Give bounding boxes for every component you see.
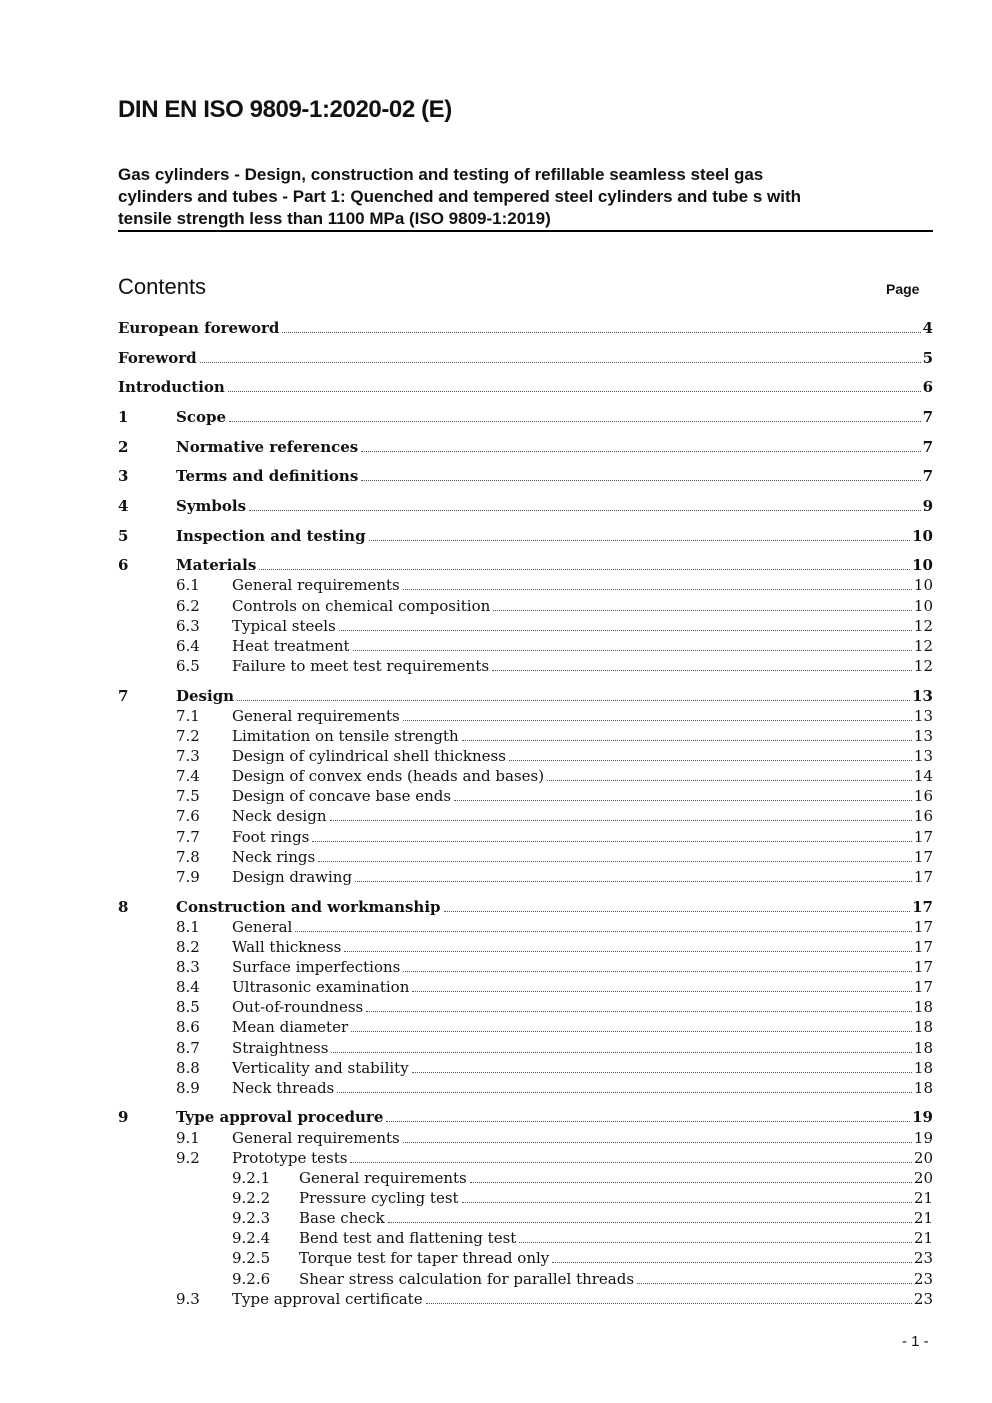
- toc-entry-title[interactable]: General requirements: [232, 1128, 400, 1147]
- toc-entry-page-number[interactable]: 18: [913, 1058, 933, 1077]
- toc-entry-page-number[interactable]: 19: [913, 1128, 933, 1147]
- toc-entry-title[interactable]: Prototype tests: [232, 1148, 348, 1167]
- toc-entry-title[interactable]: Design drawing: [232, 867, 353, 886]
- toc-entry-leader-line: [232, 997, 933, 1017]
- dot-leader: [351, 1031, 912, 1032]
- page-number: - 1 -: [902, 1333, 929, 1350]
- toc-entry-title[interactable]: Failure to meet test requirements: [232, 656, 490, 675]
- toc-entry-number: 1: [118, 408, 129, 427]
- toc-entry-title[interactable]: Typical steels: [232, 616, 336, 635]
- dot-leader: [361, 451, 920, 452]
- subtitle-line: cylinders and tubes - Part 1: Quenched and tempered steel cylinders and tube s with: [118, 187, 802, 206]
- toc-entry-leader-line: [176, 437, 933, 457]
- toc-entry-number: 8.7: [176, 1038, 200, 1057]
- toc-entry[interactable]: [118, 896, 933, 916]
- toc-entry-number: 8.4: [176, 978, 200, 997]
- toc-entry-number: 6.3: [176, 616, 200, 635]
- toc-entry[interactable]: [118, 525, 933, 545]
- toc-entry-title[interactable]: Heat treatment: [232, 636, 350, 655]
- toc-entry-number: 8.2: [176, 937, 200, 956]
- dot-leader: [249, 510, 921, 511]
- toc-entry-page-number[interactable]: 13: [913, 747, 933, 766]
- toc-entry[interactable]: [118, 595, 933, 615]
- toc-entry-page-number[interactable]: 10: [913, 596, 933, 615]
- dot-leader: [454, 800, 912, 801]
- toc-entry[interactable]: [118, 1268, 933, 1288]
- toc-entry-number: 9.1: [176, 1128, 200, 1147]
- toc-entry-leader-line: [232, 1289, 933, 1309]
- toc-entry-page-number[interactable]: 10: [912, 556, 933, 575]
- dot-leader: [403, 971, 912, 972]
- toc-entry[interactable]: [118, 555, 933, 575]
- toc-entry-number: 9: [118, 1108, 129, 1127]
- toc-entry-leader-line: [232, 706, 933, 726]
- toc-entry[interactable]: [118, 1107, 933, 1127]
- toc-entry-title[interactable]: General requirements: [232, 706, 400, 725]
- toc-entry-page-number[interactable]: 5: [922, 348, 933, 367]
- toc-entry-number: 6.1: [176, 576, 200, 595]
- dot-leader: [492, 670, 912, 671]
- table-of-contents: [118, 318, 933, 1309]
- dot-leader: [462, 740, 912, 741]
- toc-entry-page-number[interactable]: 17: [913, 917, 933, 936]
- toc-entry-number: 7.6: [176, 807, 200, 826]
- toc-entry-page-number[interactable]: 20: [913, 1148, 933, 1167]
- dot-leader: [295, 931, 912, 932]
- toc-entry-page-number[interactable]: 10: [913, 576, 933, 595]
- toc-entry-title[interactable]: Mean diameter: [232, 1018, 349, 1037]
- toc-entry-page-number[interactable]: 7: [922, 437, 933, 456]
- toc-entry-leader-line: [299, 1188, 933, 1208]
- toc-entry-title[interactable]: Design of concave base ends: [232, 787, 452, 806]
- dot-leader: [462, 1202, 912, 1203]
- dot-leader: [637, 1283, 912, 1284]
- subtitle-line: Gas cylinders - Design, construction and testing of refillable seamless steel gas: [118, 165, 764, 184]
- dot-leader: [509, 760, 912, 761]
- toc-entry-page-number[interactable]: 17: [913, 957, 933, 976]
- toc-entry-leader-line: [232, 786, 933, 806]
- dot-leader: [259, 569, 910, 570]
- toc-entry-page-number[interactable]: 12: [913, 616, 933, 635]
- toc-entry-page-number[interactable]: 10: [912, 526, 933, 545]
- dot-leader: [369, 540, 911, 541]
- dot-leader: [403, 720, 912, 721]
- toc-entry-number: 7.3: [176, 747, 200, 766]
- toc-entry[interactable]: [118, 437, 933, 457]
- toc-entry-leader-line: [232, 1017, 933, 1037]
- toc-entry[interactable]: [118, 1148, 933, 1168]
- toc-entry-page-number[interactable]: 21: [913, 1229, 933, 1248]
- toc-entry[interactable]: [118, 377, 933, 397]
- dot-leader: [337, 1092, 912, 1093]
- toc-entry-page-number[interactable]: 16: [913, 787, 933, 806]
- toc-entry-leader-line: [232, 1038, 933, 1058]
- dot-leader: [386, 1121, 910, 1122]
- toc-entry-number: 9.2.5: [232, 1249, 271, 1268]
- toc-entry-number: 9.2.3: [232, 1209, 271, 1228]
- toc-entry-page-number[interactable]: 13: [913, 726, 933, 745]
- toc-entry-leader-line: [176, 466, 933, 486]
- toc-entry-leader-line: [176, 407, 933, 427]
- toc-entry[interactable]: [118, 616, 933, 636]
- toc-entry[interactable]: [118, 1188, 933, 1208]
- toc-entry[interactable]: [118, 726, 933, 746]
- dot-leader: [403, 589, 912, 590]
- toc-entry[interactable]: [118, 766, 933, 786]
- toc-entry-leader-line: [232, 806, 933, 826]
- toc-entry-title[interactable]: Design: [176, 686, 235, 705]
- toc-entry[interactable]: [118, 318, 933, 338]
- toc-entry[interactable]: [118, 826, 933, 846]
- toc-entry[interactable]: [118, 1289, 933, 1309]
- contents-heading: Contents: [118, 274, 207, 299]
- toc-entry-number: 7: [118, 686, 129, 705]
- toc-entry-page-number[interactable]: 23: [913, 1249, 933, 1268]
- toc-entry-title[interactable]: Neck rings: [232, 847, 316, 866]
- toc-entry-title[interactable]: Neck design: [232, 807, 327, 826]
- dot-leader: [412, 991, 912, 992]
- toc-entry-title[interactable]: Symbols: [176, 496, 247, 515]
- dot-leader: [493, 610, 912, 611]
- toc-entry-title[interactable]: Straightness: [232, 1038, 329, 1057]
- toc-entry-number: 5: [118, 526, 129, 545]
- toc-entry[interactable]: [118, 466, 933, 486]
- toc-entry-title[interactable]: Introduction: [118, 378, 225, 397]
- dot-leader: [318, 861, 912, 862]
- toc-entry[interactable]: [118, 917, 933, 937]
- toc-entry-page-number[interactable]: 23: [913, 1269, 933, 1288]
- toc-entry-number: 6.5: [176, 656, 200, 675]
- toc-entry-leader-line: [232, 746, 933, 766]
- toc-entry-page-number[interactable]: 14: [913, 767, 933, 786]
- subtitle-line: tensile strength less than 1100 MPa (ISO 9809-1:2019): [118, 209, 551, 228]
- toc-entry[interactable]: [118, 1058, 933, 1078]
- toc-entry-title[interactable]: Type approval procedure: [176, 1108, 384, 1127]
- toc-entry-number: 8.1: [176, 917, 200, 936]
- toc-entry-page-number[interactable]: 13: [913, 706, 933, 725]
- toc-entry-number: 7.2: [176, 726, 200, 745]
- toc-entry-leader-line: [232, 1078, 933, 1098]
- toc-entry[interactable]: [118, 1168, 933, 1188]
- toc-entry-number: 7.4: [176, 767, 200, 786]
- dot-leader: [412, 1072, 912, 1073]
- toc-entry[interactable]: [118, 997, 933, 1017]
- toc-entry-leader-line: [176, 526, 933, 546]
- toc-entry-leader-line: [118, 348, 933, 368]
- toc-entry[interactable]: [118, 348, 933, 368]
- toc-entry[interactable]: [118, 575, 933, 595]
- toc-entry-number: 9.3: [176, 1289, 200, 1308]
- toc-entry-number: 9.2.1: [232, 1168, 271, 1187]
- dot-leader: [444, 911, 911, 912]
- toc-entry-title[interactable]: Design of cylindrical shell thickness: [232, 747, 506, 766]
- toc-entry-title[interactable]: Materials: [176, 556, 257, 575]
- document-subtitle: [118, 164, 933, 232]
- toc-entry-page-number[interactable]: 7: [922, 467, 933, 486]
- dot-leader: [229, 421, 921, 422]
- toc-entry-leader-line: [232, 977, 933, 997]
- toc-entry-leader-line: [118, 377, 933, 397]
- toc-entry-title[interactable]: Bend test and flattening test: [299, 1229, 517, 1248]
- toc-entry-title[interactable]: General requirements: [299, 1168, 467, 1187]
- toc-entry-leader-line: [232, 766, 933, 786]
- toc-entry-number: 8.3: [176, 957, 200, 976]
- toc-entry-number: 8.8: [176, 1058, 200, 1077]
- toc-entry-page-number[interactable]: 16: [913, 807, 933, 826]
- dot-leader: [361, 480, 920, 481]
- dot-leader: [330, 820, 912, 821]
- toc-entry[interactable]: [118, 977, 933, 997]
- dot-leader: [547, 780, 912, 781]
- toc-entry-page-number[interactable]: 9: [922, 496, 933, 515]
- toc-entry-page-number[interactable]: 18: [913, 1018, 933, 1037]
- dot-leader: [403, 1142, 912, 1143]
- toc-entry-page-number[interactable]: 12: [913, 656, 933, 675]
- toc-entry-leader-line: [299, 1228, 933, 1248]
- toc-entry-number: 8.6: [176, 1018, 200, 1037]
- toc-entry[interactable]: [118, 1127, 933, 1147]
- toc-entry-page-number[interactable]: 13: [912, 686, 933, 705]
- toc-entry-leader-line: [232, 937, 933, 957]
- toc-entry[interactable]: [118, 1248, 933, 1268]
- toc-entry-number: 9.2.2: [232, 1188, 271, 1207]
- toc-entry-page-number[interactable]: 17: [913, 937, 933, 956]
- dot-leader: [388, 1222, 912, 1223]
- toc-entry-number: 7.5: [176, 787, 200, 806]
- toc-entry[interactable]: [118, 1078, 933, 1098]
- toc-entry-leader-line: [299, 1269, 933, 1289]
- dot-leader: [470, 1182, 912, 1183]
- toc-entry-title[interactable]: European foreword: [118, 319, 280, 338]
- toc-entry[interactable]: [118, 847, 933, 867]
- toc-entry-title[interactable]: General: [232, 917, 293, 936]
- dot-leader: [344, 951, 912, 952]
- toc-entry-title[interactable]: Neck threads: [232, 1078, 335, 1097]
- toc-entry-number: 4: [118, 496, 129, 515]
- toc-entry-leader-line: [232, 827, 933, 847]
- toc-entry-title[interactable]: Base check: [299, 1209, 385, 1228]
- toc-entry-title[interactable]: Ultrasonic examination: [232, 978, 410, 997]
- toc-entry[interactable]: [118, 1017, 933, 1037]
- toc-entry-leader-line: [232, 847, 933, 867]
- toc-entry[interactable]: [118, 746, 933, 766]
- toc-entry-page-number[interactable]: 4: [922, 319, 933, 338]
- toc-entry[interactable]: [118, 937, 933, 957]
- toc-entry[interactable]: [118, 636, 933, 656]
- toc-entry[interactable]: [118, 867, 933, 887]
- toc-entry-title[interactable]: Out-of-roundness: [232, 998, 364, 1017]
- toc-entry-page-number[interactable]: 20: [913, 1168, 933, 1187]
- toc-entry-title[interactable]: Torque test for taper thread only: [299, 1249, 550, 1268]
- toc-entry[interactable]: [118, 1208, 933, 1228]
- document-title: DIN EN ISO 9809-1:2020-02 (E): [118, 96, 452, 123]
- toc-entry[interactable]: [118, 407, 933, 427]
- toc-entry-title[interactable]: Limitation on tensile strength: [232, 726, 459, 745]
- toc-entry-number: 2: [118, 437, 129, 456]
- toc-entry-leader-line: [232, 596, 933, 616]
- toc-entry-number: 8: [118, 897, 129, 916]
- toc-entry-title[interactable]: General requirements: [232, 576, 400, 595]
- toc-entry-page-number[interactable]: 17: [912, 897, 933, 916]
- toc-entry[interactable]: [118, 1037, 933, 1057]
- toc-entry-title[interactable]: Pressure cycling test: [299, 1188, 459, 1207]
- toc-entry-leader-line: [232, 575, 933, 595]
- toc-entry-title[interactable]: Type approval certificate: [232, 1289, 423, 1308]
- dot-leader: [353, 650, 912, 651]
- toc-entry[interactable]: [118, 957, 933, 977]
- toc-entry-page-number[interactable]: 21: [913, 1188, 933, 1207]
- toc-entry-title[interactable]: Foreword: [118, 348, 197, 367]
- dot-leader: [228, 391, 921, 392]
- toc-entry-number: 8.5: [176, 998, 200, 1017]
- toc-entry-leader-line: [232, 867, 933, 887]
- toc-entry-leader-line: [232, 636, 933, 656]
- toc-entry-page-number[interactable]: 7: [922, 408, 933, 427]
- toc-entry-leader-line: [299, 1248, 933, 1268]
- dot-leader: [552, 1262, 912, 1263]
- toc-entry-page-number[interactable]: 17: [913, 867, 933, 886]
- dot-leader: [519, 1242, 912, 1243]
- dot-leader: [355, 881, 912, 882]
- toc-entry-page-number[interactable]: 23: [913, 1289, 933, 1308]
- toc-entry-page-number[interactable]: 12: [913, 636, 933, 655]
- toc-entry-leader-line: [232, 656, 933, 676]
- toc-entry-leader-line: [176, 1107, 933, 1127]
- toc-entry-leader-line: [232, 1128, 933, 1148]
- toc-entry-title[interactable]: Normative references: [176, 437, 359, 456]
- toc-entry-page-number[interactable]: 18: [913, 1078, 933, 1097]
- toc-entry-number: 8.9: [176, 1078, 200, 1097]
- toc-entry-leader-line: [232, 957, 933, 977]
- toc-entry-title[interactable]: Design of convex ends (heads and bases): [232, 767, 545, 786]
- toc-entry-number: 6.4: [176, 636, 200, 655]
- toc-entry-title[interactable]: Wall thickness: [232, 937, 342, 956]
- dot-leader: [331, 1052, 911, 1053]
- toc-entry-title[interactable]: Surface imperfections: [232, 957, 401, 976]
- toc-entry-leader-line: [232, 726, 933, 746]
- dot-leader: [339, 630, 912, 631]
- dot-leader: [312, 841, 912, 842]
- toc-entry-page-number[interactable]: 19: [912, 1108, 933, 1127]
- toc-entry[interactable]: [118, 1228, 933, 1248]
- toc-entry-leader-line: [176, 897, 933, 917]
- toc-entry-title[interactable]: Terms and definitions: [176, 467, 359, 486]
- toc-entry-leader-line: [299, 1208, 933, 1228]
- toc-entry-title[interactable]: Construction and workmanship: [176, 897, 441, 916]
- toc-entry-number: 9.2: [176, 1148, 200, 1167]
- toc-entry-leader-line: [232, 616, 933, 636]
- toc-entry-number: 3: [118, 467, 129, 486]
- toc-entry-number: 6: [118, 556, 129, 575]
- toc-entry-number: 7.8: [176, 847, 200, 866]
- toc-entry-number: 9.2.4: [232, 1229, 271, 1248]
- toc-entry-leader-line: [232, 1148, 933, 1168]
- toc-entry-number: 6.2: [176, 596, 200, 615]
- dot-leader: [350, 1162, 911, 1163]
- toc-entry-number: 9.2.6: [232, 1269, 271, 1288]
- toc-entry-leader-line: [118, 318, 933, 338]
- toc-entry[interactable]: [118, 806, 933, 826]
- toc-entry[interactable]: [118, 496, 933, 516]
- toc-entry[interactable]: [118, 706, 933, 726]
- dot-leader: [237, 700, 910, 701]
- toc-entry[interactable]: [118, 786, 933, 806]
- toc-entry-title[interactable]: Inspection and testing: [176, 526, 366, 545]
- toc-entry-page-number[interactable]: 6: [922, 378, 933, 397]
- toc-entry-page-number[interactable]: 18: [913, 1038, 933, 1057]
- toc-entry-title[interactable]: Shear stress calculation for parallel threads: [299, 1269, 635, 1288]
- toc-entry[interactable]: [118, 685, 933, 705]
- toc-entry-page-number[interactable]: 21: [913, 1209, 933, 1228]
- toc-entry-leader-line: [176, 555, 933, 575]
- toc-entry-title[interactable]: Controls on chemical composition: [232, 596, 491, 615]
- toc-entry-page-number[interactable]: 17: [913, 978, 933, 997]
- dot-leader: [366, 1011, 912, 1012]
- toc-entry-page-number[interactable]: 17: [913, 827, 933, 846]
- toc-entry-page-number[interactable]: 17: [913, 847, 933, 866]
- toc-entry-number: 7.1: [176, 706, 200, 725]
- dot-leader: [426, 1303, 912, 1304]
- toc-entry-title[interactable]: Verticality and stability: [232, 1058, 409, 1077]
- page-column-heading: Page: [886, 281, 920, 297]
- toc-entry-title[interactable]: Scope: [176, 408, 227, 427]
- toc-entry-leader-line: [176, 686, 933, 706]
- toc-entry[interactable]: [118, 656, 933, 676]
- toc-entry-page-number[interactable]: 18: [913, 998, 933, 1017]
- toc-entry-number: 7.7: [176, 827, 200, 846]
- toc-entry-leader-line: [232, 917, 933, 937]
- toc-entry-leader-line: [176, 496, 933, 516]
- dot-leader: [282, 332, 920, 333]
- toc-entry-number: 7.9: [176, 867, 200, 886]
- dot-leader: [200, 362, 921, 363]
- toc-entry-title[interactable]: Foot rings: [232, 827, 310, 846]
- toc-entry-leader-line: [299, 1168, 933, 1188]
- toc-entry-leader-line: [232, 1058, 933, 1078]
